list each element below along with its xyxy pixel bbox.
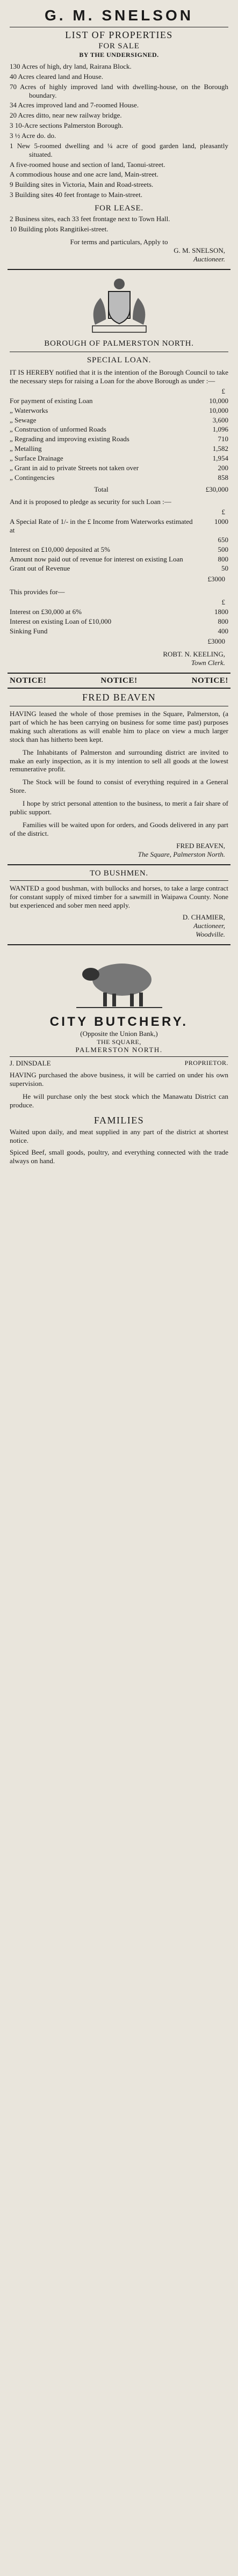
beaven-paragraph: I hope by strict personal attention to the business, to merit a fair share of public support. <box>10 799 228 816</box>
notice-text: NOTICE! <box>191 676 228 685</box>
loan-intro: IT IS HEREBY notified that it is the intention of the Borough Council to take the necessary steps for raising a Loan for the above Borough as under :— <box>10 368 228 385</box>
loan-heading: SPECIAL LOAN. <box>86 355 152 364</box>
divider <box>10 880 228 881</box>
list-item: „ Contingencies 858 <box>10 473 228 481</box>
borough-title: BOROUGH OF PALMERSTON NORTH. <box>44 339 194 348</box>
currency-symbol: £ <box>221 508 225 516</box>
butchery-address: THE SQUARE, <box>97 1038 141 1046</box>
provides-intro: This provides for— <box>10 588 65 596</box>
list-item: Sinking Fund 400 <box>10 626 228 635</box>
proprietor-name: J. DINSDALE <box>10 1059 51 1068</box>
list-item: 3 ½ Acre do. do. <box>10 132 56 140</box>
butchery-paragraph: HAVING purchased the above business, it will be carried on under his own supervision. <box>10 1071 228 1088</box>
list-item: 1 New 5-roomed dwelling and ¼ acre of good garden land, pleasantly situated. <box>10 141 228 158</box>
list-item: A five-roomed house and section of land, Taonui-street. <box>10 160 165 169</box>
snelson-signature: G. M. SNELSON, <box>174 246 225 254</box>
list-item: A commodious house and one acre land, Main-street. <box>10 170 158 179</box>
provides-total: £3000 <box>207 637 225 646</box>
butchery-town: PALMERSTON NORTH. <box>75 1046 163 1054</box>
list-item: Interest on £30,000 at 6% 1800 <box>10 607 228 616</box>
beaven-paragraph: Families will be waited upon for orders, and Goods delivered in any part of the district. <box>10 820 228 837</box>
snelson-header: G. M. SNELSON <box>44 7 194 24</box>
list-item: 9 Building sites in Victoria, Main and Road-streets. <box>10 180 154 189</box>
currency-symbol: £ <box>221 386 225 395</box>
bushmen-title: TO BUSHMEN. <box>90 869 148 878</box>
snelson-advertisement <box>8 3 230 270</box>
beaven-advertisement <box>8 689 230 865</box>
loan-total: Total £30,000 <box>94 485 228 493</box>
list-item: 34 Acres improved land and 7-roomed House. <box>10 101 139 110</box>
families-heading: FAMILIES <box>93 1114 145 1126</box>
list-item: 10 Building plots Rangitikei-street. <box>10 225 109 233</box>
notice-text: NOTICE! <box>100 676 138 685</box>
proprietor-role: PROPRIETOR. <box>184 1059 228 1067</box>
butchery-sub: (Opposite the Union Bank,) <box>80 1029 158 1038</box>
notice-text: NOTICE! <box>10 676 47 685</box>
snelson-role: Auctioneer. <box>193 254 225 263</box>
list-item: „ Sewage 3,600 <box>10 415 228 424</box>
list-item: Grant out of Revenue 50 <box>10 564 228 573</box>
security-total: £3000 <box>207 575 225 583</box>
property-list <box>10 62 228 199</box>
beaven-signature: FRED BEAVEN, <box>176 842 225 850</box>
list-item: 130 Acres of high, dry land, Rairana Block. <box>10 62 132 71</box>
list-item: 2 Business sites, each 33 feet frontage next to Town Hall. <box>10 215 170 223</box>
sheep-icon <box>74 952 165 1011</box>
loan-items <box>10 397 228 482</box>
list-item: „ Regrading and improving existing Roads 710 <box>10 435 228 443</box>
keeling-signature: ROBT. N. KEELING, <box>163 650 225 659</box>
lease-title: FOR LEASE. <box>95 204 143 213</box>
butchery-advertisement <box>8 945 230 1172</box>
butchery-paragraph: Spiced Beef, small goods, poultry, and everything connected with the trade always on hand. <box>10 1148 228 1165</box>
list-item: A Special Rate of 1/- in the £ Income from Waterworks estimated at 1000 <box>10 517 228 534</box>
security-intro: And it is proposed to pledge as security for such Loan :— <box>10 498 171 506</box>
bushmen-advertisement <box>8 865 230 945</box>
newspaper-column <box>8 0 230 2576</box>
list-item: 70 Acres of highly improved land with dwelling-house, on the Borough boundary. <box>10 82 228 99</box>
list-subtitle: FOR SALE <box>98 42 140 51</box>
list-item: 3 Building sites 40 feet frontage to Main-street. <box>10 191 142 199</box>
keeling-role: Town Clerk. <box>191 659 225 667</box>
notice-bar <box>8 674 230 689</box>
list-item: 3 10-Acre sections Palmerston Borough. <box>10 121 124 130</box>
beaven-place: The Square, Palmerston North. <box>138 850 225 859</box>
list-item: „ Metalling 1,582 <box>10 444 228 453</box>
list-item: „ Grant in aid to private Streets not taken over 200 <box>10 463 228 472</box>
provides-items <box>10 608 228 636</box>
list-item: „ Waterworks 10,000 <box>10 406 228 414</box>
divider <box>10 1056 228 1057</box>
list-title: LIST OF PROPERTIES <box>65 30 173 41</box>
butchery-paragraph: He will purchase only the best stock which the Manawatu District can produce. <box>10 1092 228 1109</box>
list-item: „ Surface Drainage 1,954 <box>10 454 228 462</box>
coat-of-arms-icon <box>79 276 160 335</box>
proprietor-line <box>10 1059 228 1068</box>
list-item: 650 <box>218 535 228 544</box>
beaven-paragraph: The Inhabitants of Palmerston and surrounding district are invited to make an early inspection, as it is my intention to sell all goods at the lowest remunerative profit. <box>10 748 228 773</box>
currency-symbol: £ <box>221 598 225 607</box>
chamier-place: Woodville. <box>196 930 225 938</box>
list-item: Interest on existing Loan of £10,000 800 <box>10 617 228 625</box>
list-item: 40 Acres cleared land and House. <box>10 72 103 81</box>
terms-text: For terms and particulars, Apply to <box>70 238 168 246</box>
list-item: Interest on £10,000 deposited at 5% 500 <box>10 545 228 553</box>
borough-loan-notice <box>8 270 230 674</box>
beaven-paragraph: HAVING leased the whole of those premises in the Square, Palmerston, (a part of which he has been carrying on business for some time past) purposes making such alterations as will enable him to place on view a much larger stock than has hitherto been kept. <box>10 710 228 743</box>
chamier-role: Auctioneer, <box>193 921 225 930</box>
list-by: BY THE UNDERSIGNED. <box>79 51 159 59</box>
chamier-signature: D. CHAMIER, <box>182 913 225 922</box>
list-item: „ Construction of unformed Roads 1,096 <box>10 425 228 434</box>
butchery-paragraph: Waited upon daily, and meat supplied in any part of the district at shortest notice. <box>10 1128 228 1145</box>
bushmen-body: WANTED a good bushman, with bullocks and horses, to take a large contract for constant supply of mixed timber for a sawmill in Waipawa County. None but experienced and sober men need apply. <box>10 884 228 910</box>
list-item: For payment of existing Loan 10,000 <box>10 396 228 405</box>
list-item: 20 Acres ditto, near new railway bridge. <box>10 111 122 120</box>
butchery-title: CITY BUTCHERY. <box>49 1014 189 1029</box>
list-item: Amount now paid out of revenue for interest on existing Loan 800 <box>10 554 228 563</box>
security-items <box>10 517 228 573</box>
beaven-name: FRED BEAVEN <box>82 692 156 703</box>
beaven-paragraph: The Stock will be found to consist of everything required in a General Store. <box>10 778 228 795</box>
